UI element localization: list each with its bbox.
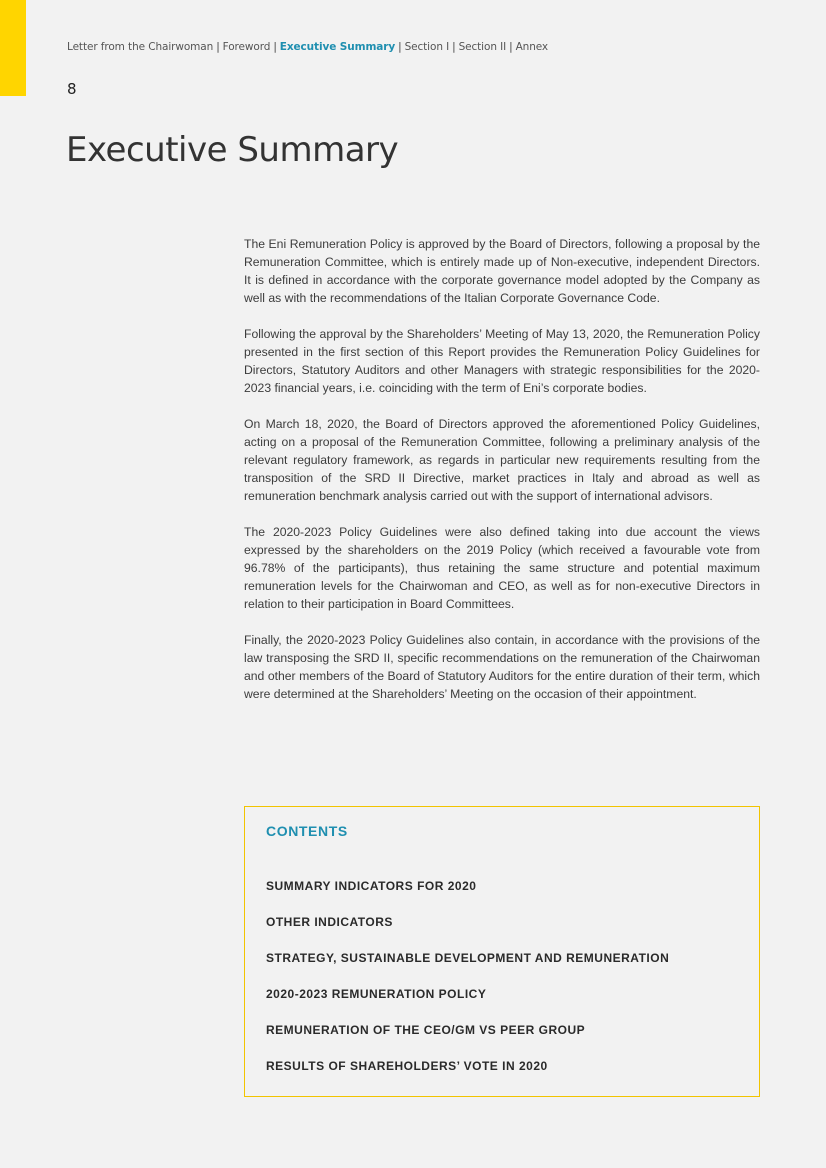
breadcrumb-separator: | — [509, 41, 513, 53]
breadcrumb-separator: | — [398, 41, 402, 53]
paragraph: The 2020-2023 Policy Guidelines were also defined taking into due account the views expressed by the shareholders on the 2019 Policy (which received a favourable vote from 96.78% of the participants), thus retaining the same structure and potential maximum remuneration levels for the Chairwoman and CEO, as well as for non-executive Directors in relation to their participation in Board Committees. — [244, 525, 760, 611]
contents-heading: CONTENTS — [266, 823, 348, 839]
breadcrumb-separator: | — [273, 41, 277, 53]
breadcrumb-item-foreword[interactable]: Foreword — [222, 41, 271, 53]
page-title: Executive Summary — [66, 130, 399, 170]
breadcrumb-item-section-i[interactable]: Section I — [404, 41, 450, 53]
breadcrumb-item-letter[interactable]: Letter from the Chairwoman — [67, 41, 214, 53]
contents-list — [266, 879, 669, 1095]
breadcrumb-item-section-ii[interactable]: Section II — [458, 41, 507, 53]
paragraph: Following the approval by the Shareholders’ Meeting of May 13, 2020, the Remuneration Policy presented in the first section of this Report provides the Remuneration Policy Guidelines for Directors, Statutory Auditors and other Managers with strategic responsibilities for the 2020-2023 financial years, i.e. coinciding with the term of Eni’s corporate bodies. — [244, 327, 760, 395]
paragraph: Finally, the 2020-2023 Policy Guidelines also contain, in accordance with the provisions of the law transposing the SRD II, specific recommendations on the remuneration of the Chairwoman and other members of the Board of Statutory Auditors for the entire duration of their term, which were determined at the Shareholders’ Meeting on the occasion of their appointment. — [244, 633, 760, 701]
paragraph: The Eni Remuneration Policy is approved by the Board of Directors, following a proposal by the Remuneration Committee, which is entirely made up of Non-executive, independent Directors. It is defined in accordance with the corporate governance model adopted by the Company as well as with the recommendations of the Italian Corporate Governance Code. — [244, 237, 760, 305]
contents-item-ceo-peer-group[interactable]: REMUNERATION OF THE CEO/GM VS PEER GROUP — [266, 1023, 586, 1037]
breadcrumb-separator: | — [452, 41, 456, 53]
contents-item-summary-indicators[interactable]: SUMMARY INDICATORS FOR 2020 — [266, 879, 477, 893]
contents-item-strategy[interactable]: STRATEGY, SUSTAINABLE DEVELOPMENT AND REMUNERATION — [266, 951, 670, 965]
contents-box — [244, 806, 760, 1097]
contents-item-other-indicators[interactable]: OTHER INDICATORS — [266, 915, 393, 929]
page-number: 8 — [67, 80, 77, 98]
breadcrumb — [67, 41, 548, 53]
breadcrumb-item-annex[interactable]: Annex — [515, 41, 549, 53]
yellow-corner-bar — [0, 0, 26, 96]
contents-item-remuneration-policy[interactable]: 2020-2023 REMUNERATION POLICY — [266, 987, 487, 1001]
breadcrumb-separator: | — [216, 41, 220, 53]
breadcrumb-item-executive-summary[interactable]: Executive Summary — [279, 41, 396, 53]
body-text — [244, 235, 760, 721]
contents-item-shareholders-vote[interactable]: RESULTS OF SHAREHOLDERS’ VOTE IN 2020 — [266, 1059, 548, 1073]
paragraph: On March 18, 2020, the Board of Directors approved the aforementioned Policy Guidelines, acting on a proposal of the Remuneration Committee, following a preliminary analysis of the relevant regulatory framework, as regards in particular new requirements resulting from the transposition of the SRD II Directive, market practices in Italy and abroad as well as remuneration benchmark analysis carried out with the support of international advisors. — [244, 417, 760, 503]
